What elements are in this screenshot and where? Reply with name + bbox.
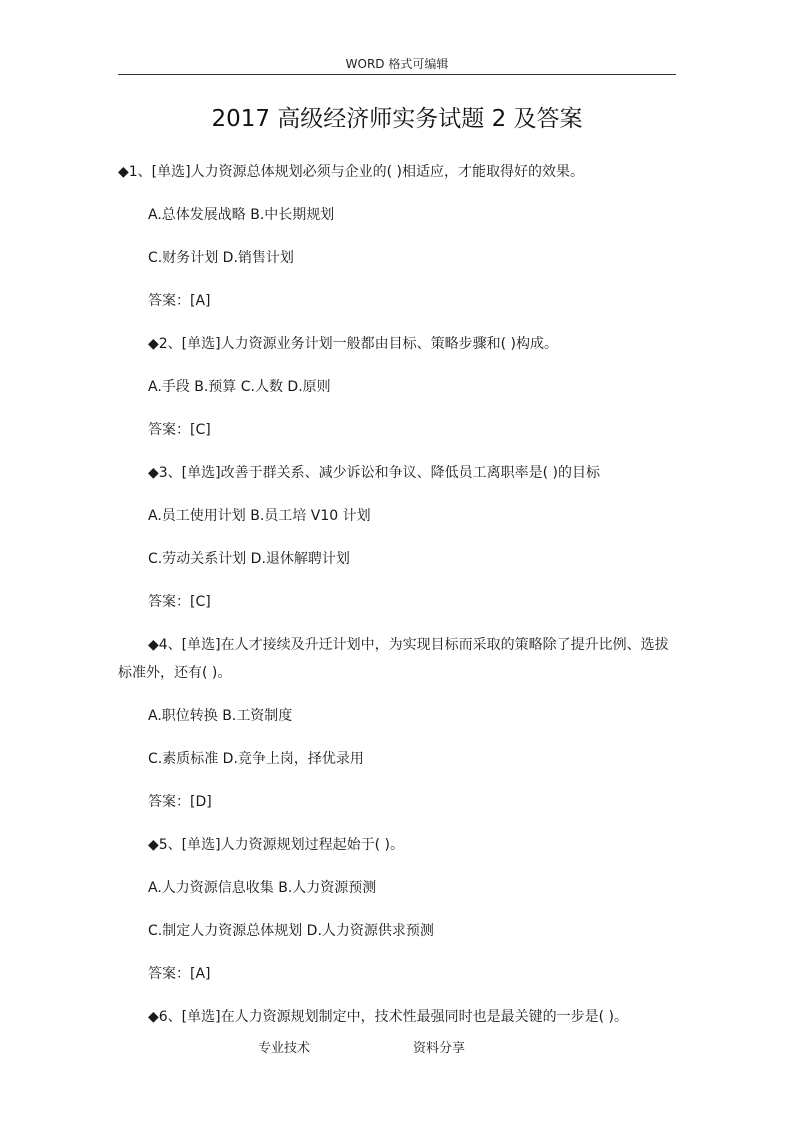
question-2-answer: 答案：[C] bbox=[148, 422, 211, 438]
question-1-stem: ◆1、[单选]人力资源总体规划必须与企业的( )相适应，才能取得好的效果。 bbox=[118, 164, 584, 180]
question-1-options-line-2: C.财务计划 D.销售计划 bbox=[148, 250, 294, 266]
header-divider bbox=[118, 74, 676, 75]
question-3-stem: ◆3、[单选]改善于群关系、减少诉讼和争议、降低员工离职率是( )的目标 bbox=[148, 465, 600, 481]
question-4-options-line-2: C.素质标准 D.竞争上岗，择优录用 bbox=[148, 751, 364, 767]
question-1-options-line-1: A.总体发展战略 B.中长期规划 bbox=[148, 207, 335, 223]
footer-right-text: 资料分享 bbox=[413, 1041, 466, 1056]
question-1-answer: 答案：[A] bbox=[148, 293, 211, 309]
question-4-options-line-1: A.职位转换 B.工资制度 bbox=[148, 708, 293, 724]
question-3-answer: 答案：[C] bbox=[148, 594, 211, 610]
footer-left-text: 专业技术 bbox=[258, 1041, 311, 1056]
question-5-stem: ◆5、[单选]人力资源规划过程起始于( )。 bbox=[148, 837, 404, 853]
question-4-answer: 答案：[D] bbox=[148, 794, 212, 810]
question-4-stem: ◆4、[单选]在人才接续及升迁计划中，为实现目标而采取的策略除了提升比例、选拔标准外，还有( )。 bbox=[118, 637, 669, 681]
question-2-options-line-1: A.手段 B.预算 C.人数 D.原则 bbox=[148, 379, 331, 395]
question-5-options-line-1: A.人力资源信息收集 B.人力资源预测 bbox=[148, 880, 377, 896]
question-3-options-line-2: C.劳动关系计划 D.退休解聘计划 bbox=[148, 551, 350, 567]
question-6-stem: ◆6、[单选]在人力资源规划制定中，技术性最强同时也是最关键的一步是( )。 bbox=[148, 1009, 628, 1025]
question-2-stem: ◆2、[单选]人力资源业务计划一般都由目标、策略步骤和( )构成。 bbox=[148, 336, 558, 352]
question-5-options-line-2: C.制定人力资源总体规划 D.人力资源供求预测 bbox=[148, 923, 434, 939]
page-header: WORD 格式可编辑 bbox=[345, 57, 449, 71]
question-5-answer: 答案：[A] bbox=[148, 966, 211, 982]
document-title: 2017 高级经济师实务试题 2 及答案 bbox=[211, 106, 583, 132]
question-3-options-line-1: A.员工使用计划 B.员工培 V10 计划 bbox=[148, 508, 371, 524]
